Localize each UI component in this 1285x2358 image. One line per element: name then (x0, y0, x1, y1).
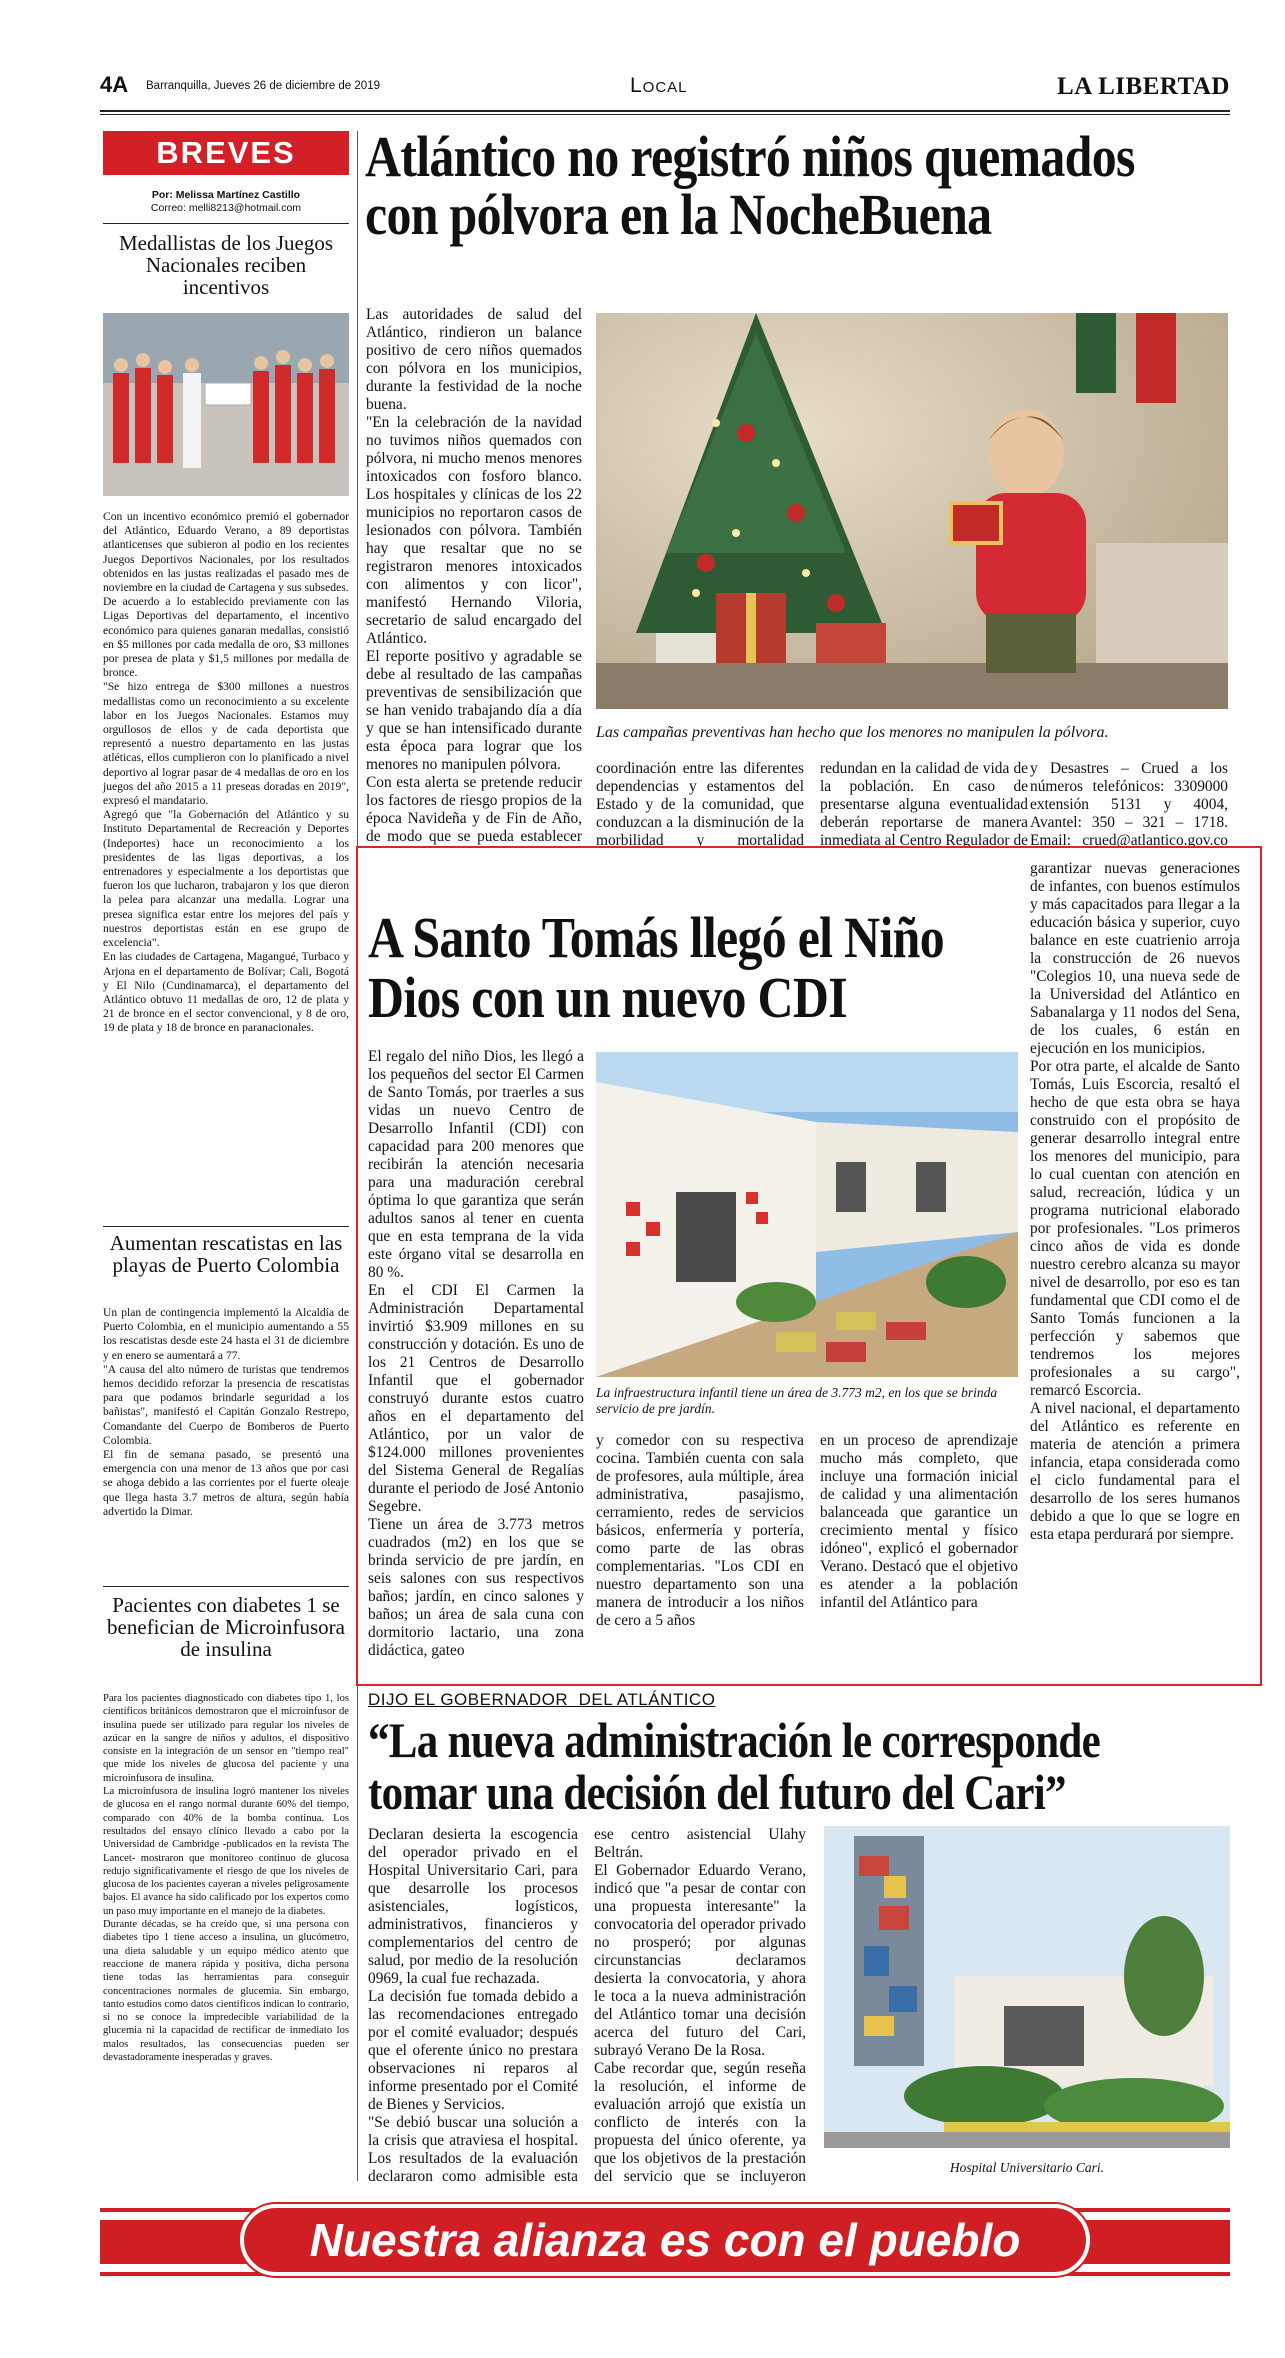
hospital-cari-photo (824, 1826, 1230, 2148)
article1-col3: redundan en la calidad de vida de la población. En caso de presentarse alguna eventualidad deberán reportarse de manera inmediata al Centro Regulador de (820, 760, 1028, 848)
paragraph: El Gobernador Eduardo Verano, indicó que "a pesar de contar con una propuesta interesante" la convocatoria del operador privado no prosperó; por algunas circunstancias declaramos desierta la convocatoria, y ahora le toca a la nueva administración del Atlántico tomar una decisión acerca del futuro del Cari, subrayó Verano De la Rosa. (594, 1862, 806, 2059)
paragraph: De acuerdo a lo establecido previamente con las Ligas Deportivas del departamento, el incentivo económico para quienes ganaran medallas, consistió en $5 millones por cada medalla de oro, $3 millones por presea de plata y $1,5 millones por medalla de bronce. (103, 595, 349, 680)
article2-col4 (1030, 860, 1240, 1668)
headline-line: con pólvora en la NocheBuena (365, 182, 992, 247)
article2-col2: y comedor con su respectiva cocina. También cuenta con sala de profesores, aula múltiple, área administrativa, pasajismo, cerramiento, redes de servicios básicos, enfermería y portería, como parte de las obras complementarias. "Los CDI en nuestro departamento son una manera de introducir a los niños de cero a 5 años (596, 1432, 804, 1629)
headline-line: tomar una decisión del futuro del Cari” (368, 1764, 1066, 1820)
paragraph: El fin de semana pasado, se presentó una emergencia con una menor de 13 años que por casi se ahoga debido a las corrientes por el fuerte oleaje que llega hasta 3.7 metros de altura, según había advertido la Dimar. (103, 1448, 349, 1518)
breves-item2-headline: Aumentan rescatistas en las playas de Puerto Colombia (109, 1231, 343, 1277)
paragraph: La decisión fue tomada debido a las recomendaciones entregado por el comité evaluador; después que el oferente único no prestara observaciones ni reparos al informe presentado por el Comité de Bienes y Servicios. (368, 1988, 578, 2113)
breves-byline (103, 189, 349, 215)
christmas-boy-photo-art (596, 313, 1228, 709)
hospital-cari-photo-art (824, 1826, 1230, 2148)
paragraph: Agregó que "la Gobernación del Atlántico y su Instituto Departamental de Recreación y Deportes (Indeportes) hace un reconocimiento a los presidentes de las ligas deportivas, a los entrenadores y especialmente a los deportistas que fueron los que lucharon, trabajaron y los que dieron la pelea para alcanzar una medalla. Lograr una presea significa estar entre los mejores del país y nuestros deportistas están en ese grupo de excelencia". (103, 808, 349, 950)
article2-headline (368, 905, 944, 1030)
paragraph: En las ciudades de Cartagena, Magangué, Turbaco y Arjona en el departamento de Bolívar; Cali, Bogotá y El Nilo (Cundinamarca), el departamento del Atlántico obtuvo 11 medallas de oro, 12 de plata y 21 de bronce en el sector convencional, y 8 de oro, 19 de plata y 18 de bronce en paranacionales. (103, 950, 349, 1035)
paragraph: "En la celebración de la navidad no tuvimos niños quemados con pólvora, ni mucho menos menores intoxicados con fosforo blanco. Los hospitales y clínicas de los 22 municipios no reportaron casos de lesionados con pólvora. También hay que resaltar que no se registraron menores intoxicados con alimentos y con licor", manifestó Hernando Viloria, secretario de salud encargado del Atlántico. (366, 414, 582, 647)
medallists-photo (103, 313, 349, 496)
section-name: Local (630, 74, 688, 97)
paragraph: Durante décadas, se ha creído que, si una persona con diabetes tipo 1 tiene acceso a insulina, un glucómetro, una dieta saludable y un equipo médico atento que reaccione de manera rápida y positiva, dicha persona tiene todas las herramientas para conseguir concentraciones normales de glucemia. Sin embargo, tanto estudios como datos científicos indican lo contrario, si no se conoce la impredecible variabilidad de la glucemia ni la capacidad de rectificar de inmediato los malos resultados, las consecuencias pueden ser devastadoramente inesperadas y graves. (103, 1919, 349, 2064)
paragraph: "A causa del alto número de turistas que tendremos hemos decidido reforzar la presencia de rescatistas para que podamos brindarle seguridad a los bañistas", manifestó el Capitán Gonzalo Restrepo, Comandante del Cuerpo de Bomberos de Puerto Colombia. (103, 1362, 349, 1447)
cdi-building-photo (596, 1052, 1018, 1377)
breves-item2-body (103, 1306, 349, 1519)
medallists-photo-art (103, 313, 349, 496)
paragraph: El regalo del niño Dios, les llegó a los pequeños del sector El Carmen de Santo Tomás, por traerles a sus vidas un nuevo Centro de Desarrollo Infantil (CDI) con capacidad para 200 menores que recibirán la atención necesaria para una maduración cerebral óptima lo que garantiza que serán adultos sanos al tener en cuenta que en esta temprana de la vida este órgano vital se desarrolla en 80 %. (368, 1048, 584, 1281)
breves-item3-headline: Pacientes con diabetes 1 se benefician de Microinfusora de insulina (107, 1593, 345, 1661)
issue-date: Barranquilla, Jueves 26 de diciembre de 2019 (146, 80, 380, 92)
paragraph: Las autoridades de salud del Atlántico, rindieron un balance positivo de cero niños quemados con pólvora en los municipios, durante la festividad de la noche buena. (366, 306, 582, 413)
paragraph: Declaran desierta la escogencia del operador privado en el Hospital Universitario Cari, para que desarrolle los procesos asistenciales, logísticos, administrativos, financieros y complementarios del centro de salud, por medio de la resolución 0969, la cual fue rechazada. (368, 1826, 578, 1987)
breves-item1-body (103, 510, 349, 1036)
paragraph: En el CDI El Carmen la Administración Departamental invirtió $3.909 millones en su construcción y dotación. Es uno de los 21 Centros de Desarrollo Infantil que el gobernador construyó durante estos cuatro años en el departamento del Atlántico, por un valor de $124.000 millones provenientes del Sistema General de Regalías durante el periodo de José Antonio Segebre. (368, 1282, 584, 1515)
paragraph: Tiene un área de 3.773 metros cuadrados (m2) en los que se brinda servicio de pre jardín, en seis salones con sus respectivos baños; jardín, en cinco salones y baños; un área de sala cuna con dormitorio lactario, una zona didáctica, gateo (368, 1516, 584, 1659)
paragraph: Con esta alerta se pretende reducir los factores de riesgo propios de la época Navideña y de Fin de Año, de modo que se pueda establecer (366, 774, 582, 845)
breves-item3-body (103, 1692, 349, 2064)
headline-line: A Santo Tomás llegó el Niño (368, 905, 944, 970)
headline-line: Atlántico no registró niños quemados (365, 124, 1135, 189)
header-rule-thin (100, 114, 1230, 115)
page-header (100, 66, 1230, 110)
breves-item1-headline: Medallistas de los Juegos Nacionales reciben incentivos (118, 231, 334, 299)
article2-col3: en un proceso de aprendizaje mucho más completo, que incluye una formación inicial de calidad y una alimentación balanceada que garantice un crecimiento mental y físico idóneo", explicó el gobernador Verano. Destacó que el objetivo es atender a la población infantil del Atlántico para (820, 1432, 1018, 1611)
article3-col1 (368, 1826, 578, 2186)
paragraph: La microinfusora de insulina logró mantener los niveles de glucosa en el rango normal durante 60% del tiempo, comparado con 40% de la bomba continua. Los resultados del ensayo clínico llevado a cabo por la Universidad de Cambridge -publicados en la revista The Lancet- mostraron que monitoreo continuo de glucosa redujo significativamente el riesgo de que los niveles de glucosa de los pacientes cayeran a niveles peligrosamente bajos. El avance ha sido calificado por los expertos como un paso muy importante en el manejo de la diabetes. (103, 1786, 349, 1917)
article2-col1 (368, 1048, 584, 1668)
headline-line: Dios con un nuevo CDI (368, 965, 847, 1030)
sidebar-rule (103, 1226, 349, 1227)
paragraph: A nivel nacional, el departamento del Atlántico es referente en materia de atención a primera infancia, etapa considerada como el ciclo fundamental para el desarrollo de los seres humanos debido a que lo que se logre en esta etapa perdurará por siempre. (1030, 1400, 1240, 1543)
breves-label: BREVES (103, 131, 349, 175)
header-rule (100, 110, 1230, 112)
article2-caption: La infraestructura infantil tiene un área de 3.773 m2, en los que se brinda servicio de pre jardín. (596, 1385, 998, 1416)
paragraph: "Se debió buscar una solución a la crisis que atraviesa el hospital. Los resultados de la evaluación declararon como admisible esta (368, 2114, 578, 2185)
paragraph: ese centro asistencial Ulahy Beltrán. (594, 1826, 806, 1861)
article1-caption: Las campañas preventivas han hecho que los menores no manipulen la pólvora. (596, 724, 1109, 741)
paragraph: Con un incentivo económico premió el gobernador del Atlántico, Eduardo Verano, a 89 deportistas atlanticenses que subieron al podio en los recientes Juegos Deportivos Nacionales, por los resultados obtenidos en las justas realizadas el pasado mes de noviembre en la ciudad de Cartagena y sus subsedes. (103, 510, 349, 595)
paragraph: Un plan de contingencia implementó la Alcaldía de Puerto Colombia, en el municipio aumentando a 55 los rescatistas desde este 24 hasta el 31 de diciembre y en enero se aumentará a 77. (103, 1306, 349, 1362)
article1-col2: coordinación entre las diferentes dependencias y estamentos del Estado y de la comunidad, que conduzcan a la disminución de la morbilidad y mortalidad (596, 760, 804, 848)
article1-col4: y Desastres – Crued a los números telefónicos: 3309000 extensión 5131 y 4004, Avantel: 350 – 321 – 1718. Email: crued@atlantico.gov.co (1030, 760, 1228, 848)
cdi-building-photo-art (596, 1052, 1018, 1377)
paragraph: garantizar nuevas generaciones de infantes, con buenos estímulos y más capacitados para llegar a la educación básica y superior, cuyo balance en este cuatrienio arroja la construcción de 26 nuevos "Colegios 10, una nueva sede de la Universidad del Atlántico en Sabanalarga y 11 nodos del Sena, de los cuales, 6 están en ejecución en los municipios. (1030, 860, 1240, 1057)
paragraph: Para los pacientes diagnosticado con diabetes tipo 1, los científicos británicos demostraron que el microinfusor de insulina puede ser utilizado para regular los niveles de azúcar en la sangre de niños y adultos, el dispositivo consiste en la integración de un sensor en "tiempo real" que mide los niveles de glucosa del paciente y una microinfusora de insulina. (103, 1693, 349, 1784)
paragraph: "Se hizo entrega de $300 millones a nuestros medallistas como un reconocimiento a su excelente labor en los Juegos Nacionales. Estamos muy orgullosos de ellos y de cada deportista que representó a nuestro departamento en las justas atléticas, ellos cumplieron con lo planificado a nivel deportivo al lograr pasar de 4 medallas de oro en los juegos del año 2015 a 11 preseas doradas en 2019", expresó el mandatario. (103, 680, 349, 808)
breves-email: Correo: melli8213@hotmail.com (150, 202, 302, 214)
headline-line: “La nueva administración le corresponde (368, 1712, 1101, 1768)
paragraph: El reporte positivo y agradable se debe al resultado de las campañas preventivas de sensibilización que se han venido trabajando día a día y que se han intensificado durante esta época para lograr que los menores no manipulen pólvora. (366, 648, 582, 773)
article3-kicker: DIJO EL GOBERNADOR DEL ATLÁNTICO (368, 1690, 716, 1709)
paragraph: Por otra parte, el alcalde de Santo Tomás, Luis Escorcia, resaltó el hecho de que esta obra se haya construido con el propósito de generar desarrollo integral entre los menores del municipio, para lo cual cuentan con atención en salud, recreación, lúdica y un programa nutricional elaborado por profesionales. "Los primeros cinco años de vida es donde nuestro cerebro alcanza su mayor nivel de desarrollo, por eso es tan fundamental que CDI como el de Santo Tomás funcionen a la perfección y sabemos que tendremos los mejores profesionales a su cargo", remarcó Escorcia. (1030, 1058, 1240, 1399)
banner-slogan: Nuestra alianza es con el pueblo (309, 2214, 1021, 2266)
christmas-boy-photo (596, 313, 1228, 709)
page-number: 4A (100, 72, 129, 97)
breves-author: Por: Melissa Martínez Castillo (151, 189, 301, 201)
article1-col1 (366, 306, 582, 846)
article3-col2 (594, 1826, 806, 2186)
article3-headline (368, 1714, 1100, 1818)
sidebar-rule (103, 223, 349, 224)
newspaper-brand: LA LIBERTAD (1057, 73, 1230, 100)
article1-headline (365, 124, 1234, 247)
paragraph: Cabe recordar que, según reseña la resolución, el informe de evaluación arrojó que existía un conflicto de interés con la propuesta del único oferente, ya que los objetivos de la prestación del servicio que se incluyeron (594, 2060, 806, 2185)
sidebar-rule (103, 1586, 349, 1587)
article3-caption: Hospital Universitario Cari. (949, 2160, 1105, 2175)
